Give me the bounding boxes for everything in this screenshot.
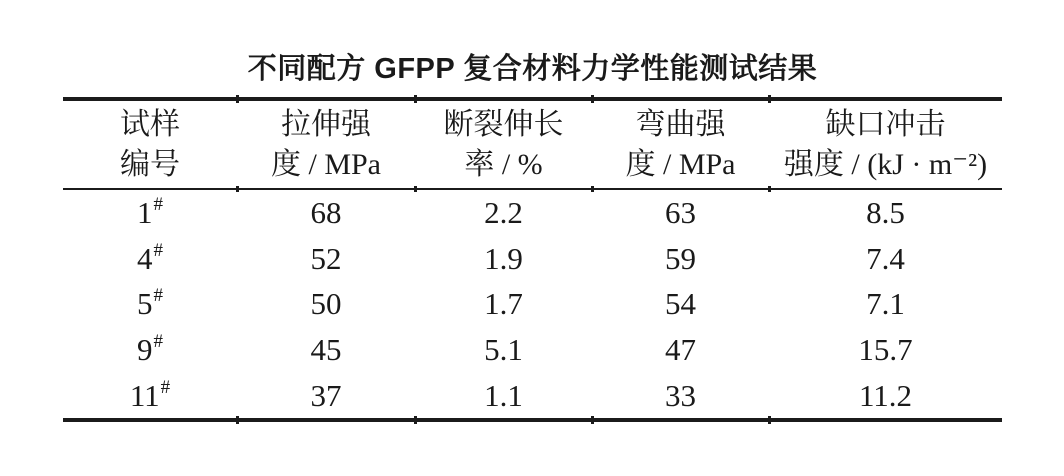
cell-flexural: 59 bbox=[665, 240, 696, 276]
header-elongation bbox=[415, 101, 592, 188]
cell-flexural: 54 bbox=[665, 286, 696, 322]
sample-hash-marker: # bbox=[153, 194, 163, 216]
table-top-rule bbox=[63, 97, 1002, 101]
cell-tensile: 50 bbox=[310, 286, 342, 322]
table-mid-rule bbox=[63, 188, 1002, 190]
cell-impact: 7.4 bbox=[866, 240, 905, 276]
sample-hash-marker: # bbox=[153, 239, 163, 261]
table-body bbox=[63, 190, 1002, 418]
column-divider-tick bbox=[414, 186, 417, 192]
column-divider-tick bbox=[591, 416, 594, 424]
column-divider-tick bbox=[236, 95, 239, 103]
header-impact-strength bbox=[769, 101, 1002, 188]
header-tensile-strength bbox=[237, 101, 415, 188]
sample-hash-marker: # bbox=[153, 331, 163, 353]
cell-flexural: 63 bbox=[665, 195, 696, 231]
cell-elongation: 2.2 bbox=[484, 195, 523, 231]
header-elongation-line1: 断裂伸长 bbox=[443, 107, 564, 141]
column-divider-tick bbox=[236, 186, 239, 192]
results-table bbox=[63, 97, 1002, 422]
column-divider-tick bbox=[768, 416, 771, 424]
header-impact-line2: 强度 / (kJ · m⁻²) bbox=[783, 147, 988, 181]
sample-hash-marker: # bbox=[160, 376, 171, 398]
table-row bbox=[63, 190, 1002, 236]
header-sample-line2: 编号 bbox=[120, 147, 180, 181]
cell-tensile: 45 bbox=[310, 332, 342, 368]
cell-flexural: 33 bbox=[665, 377, 696, 413]
cell-sample-id: 11# bbox=[129, 376, 171, 413]
cell-impact: 7.1 bbox=[866, 286, 905, 322]
column-divider-tick bbox=[768, 186, 771, 192]
cell-impact: 8.5 bbox=[866, 195, 905, 231]
column-divider-tick bbox=[236, 416, 239, 424]
cell-elongation: 1.9 bbox=[484, 240, 523, 276]
header-flexural-line1: 弯曲强 bbox=[635, 107, 726, 141]
cell-sample-id: 9# bbox=[137, 331, 163, 368]
table-row bbox=[63, 281, 1002, 327]
cell-tensile: 68 bbox=[310, 195, 342, 231]
cell-sample-id: 4# bbox=[137, 239, 163, 276]
cell-flexural: 47 bbox=[665, 332, 696, 368]
header-sample bbox=[63, 101, 237, 188]
column-divider-tick bbox=[768, 95, 771, 103]
cell-tensile: 52 bbox=[310, 240, 342, 276]
table-row bbox=[63, 372, 1002, 418]
header-impact-line1: 缺口冲击 bbox=[825, 107, 946, 141]
table-header-row bbox=[63, 101, 1002, 188]
sample-hash-marker: # bbox=[153, 285, 163, 307]
header-flexural-strength bbox=[592, 101, 769, 188]
header-tensile-line1: 拉伸强 bbox=[281, 107, 371, 141]
table-title: 不同配方 GFPP 复合材料力学性能测试结果 bbox=[247, 53, 818, 85]
column-divider-tick bbox=[591, 186, 594, 192]
table-row bbox=[63, 236, 1002, 282]
header-sample-line1: 试样 bbox=[120, 107, 180, 141]
column-divider-tick bbox=[591, 95, 594, 103]
header-elongation-line2: 率 / % bbox=[464, 147, 543, 181]
cell-impact: 11.2 bbox=[858, 377, 913, 413]
cell-sample-id: 1# bbox=[137, 194, 163, 231]
table-row bbox=[63, 327, 1002, 373]
header-tensile-line2: 度 / MPa bbox=[270, 147, 381, 181]
cell-elongation: 1.7 bbox=[484, 286, 523, 322]
cell-tensile: 37 bbox=[310, 377, 342, 413]
table-bottom-rule bbox=[63, 418, 1002, 422]
cell-impact: 15.7 bbox=[858, 332, 913, 368]
cell-sample-id: 5# bbox=[137, 285, 163, 322]
cell-elongation: 5.1 bbox=[484, 332, 523, 368]
column-divider-tick bbox=[414, 416, 417, 424]
cell-elongation: 1.1 bbox=[484, 377, 523, 413]
column-divider-tick bbox=[414, 95, 417, 103]
header-flexural-line2: 度 / MPa bbox=[625, 147, 736, 181]
